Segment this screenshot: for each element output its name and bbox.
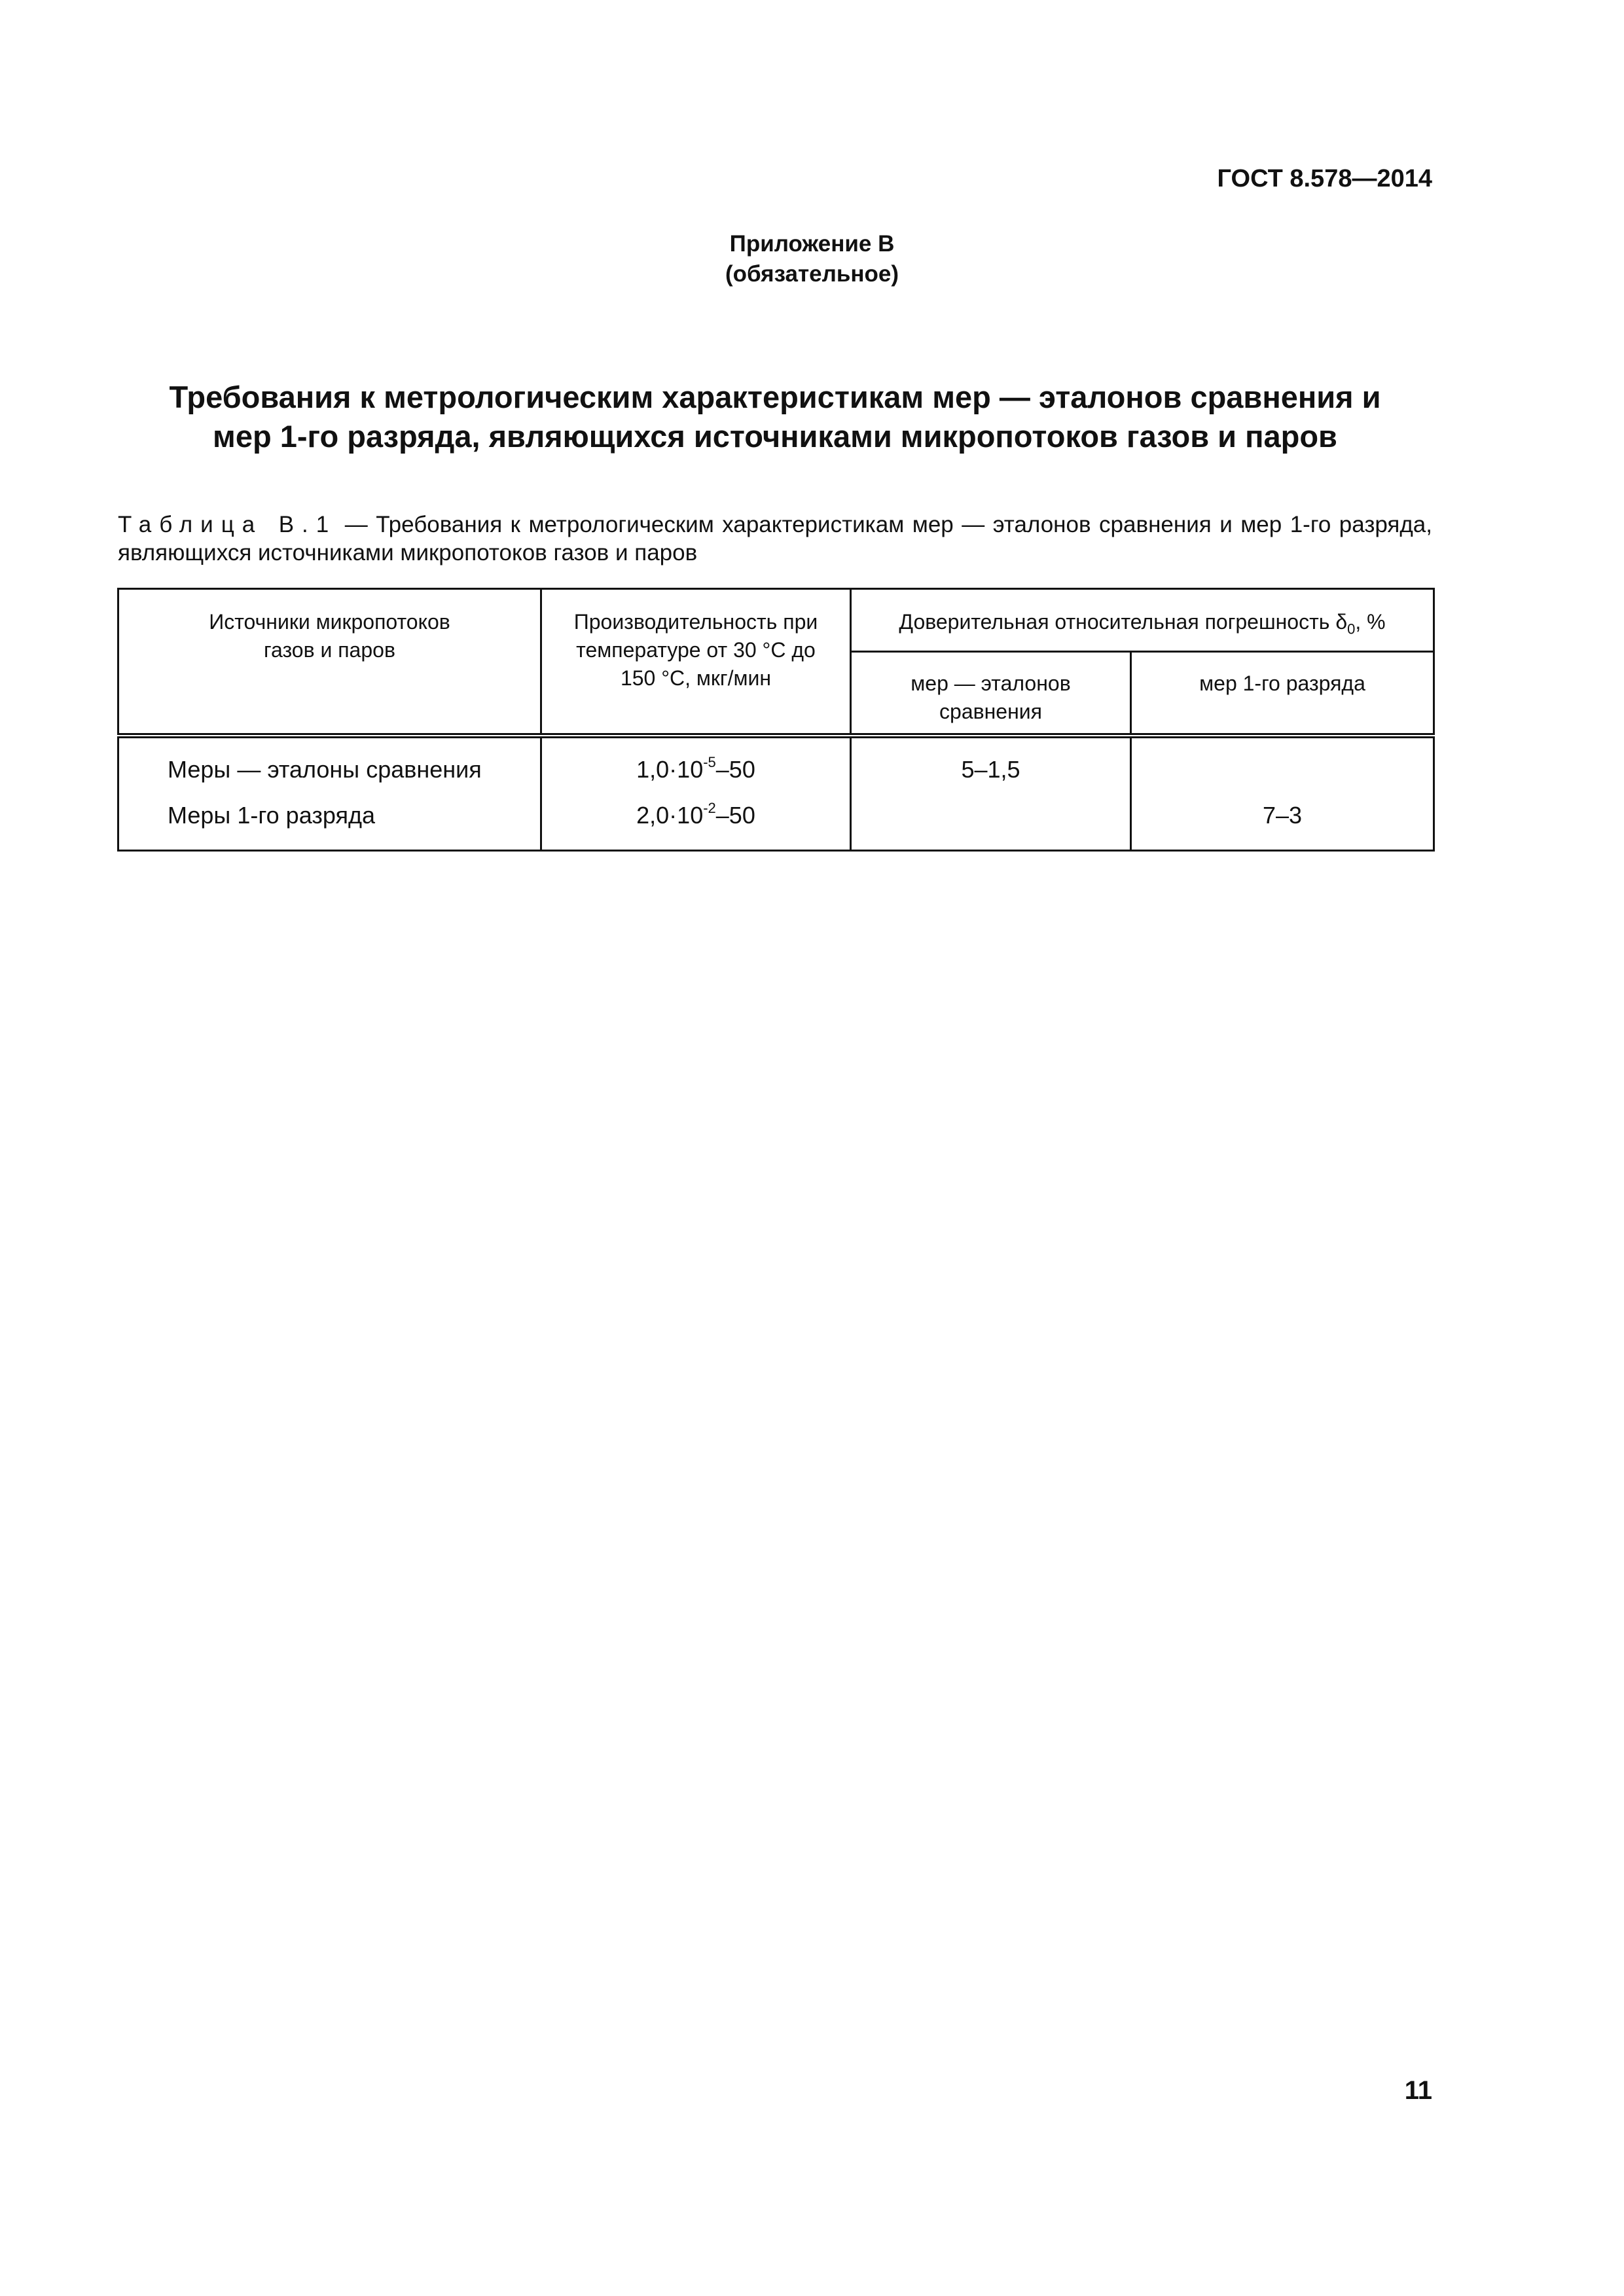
cell-productivity-exponent: -5 — [703, 753, 716, 770]
annex-heading — [0, 229, 1624, 289]
header-source: Источники микропотоков газов и паров — [118, 589, 541, 736]
annex-name: Приложение В — [729, 231, 895, 257]
cell-productivity-exponent: -2 — [703, 799, 716, 816]
cell-productivity-tail: –50 — [715, 755, 755, 783]
page-number: 11 — [1404, 2076, 1432, 2105]
cell-first-rank: 7–3 — [1131, 793, 1434, 851]
header-error-unit: , % — [1355, 610, 1386, 634]
header-reference: мер — эталонов сравнения — [851, 652, 1131, 736]
requirements-table — [117, 588, 1435, 852]
cell-first-rank — [1131, 736, 1434, 793]
table-row — [118, 736, 1434, 793]
cell-productivity-mantissa: 2,0·10 — [636, 801, 704, 829]
cell-productivity-mantissa: 1,0·10 — [636, 755, 704, 783]
header-error-subscript: 0 — [1347, 620, 1356, 637]
section-title-line-1: Требования к метрологическим характеристикам мер — эталонов сравнения и — [169, 380, 1381, 414]
cell-productivity — [541, 736, 851, 793]
document-code: ГОСТ 8.578—2014 — [1217, 165, 1432, 192]
cell-reference: 5–1,5 — [851, 736, 1131, 793]
annex-status: (обязательное) — [725, 261, 899, 287]
cell-reference — [851, 793, 1131, 851]
header-error — [851, 589, 1434, 652]
cell-productivity-tail: –50 — [715, 801, 755, 829]
section-title-line-2: мер 1-го разряда, являющихся источниками микропотоков газов и паров — [213, 419, 1337, 454]
cell-source: Меры — эталоны сравнения — [118, 736, 541, 793]
header-first-rank: мер 1-го разряда — [1131, 652, 1434, 736]
header-productivity: Производительность при температуре от 30 °С до 150 °С, мкг/мин — [541, 589, 851, 736]
table-row — [118, 793, 1434, 851]
cell-productivity — [541, 793, 851, 851]
cell-source: Меры 1-го разряда — [118, 793, 541, 851]
header-error-text: Доверительная относительная погрешность δ — [899, 610, 1348, 634]
section-title — [118, 378, 1432, 456]
table-caption-text: — Требования к метрологическим характеристикам мер — эталонов сравнения и мер 1-го разряда, являющихся источниками микропотоков газов и паров — [118, 512, 1433, 565]
table-caption — [118, 511, 1432, 567]
table-caption-label: Таблица В.1 — [118, 512, 337, 537]
